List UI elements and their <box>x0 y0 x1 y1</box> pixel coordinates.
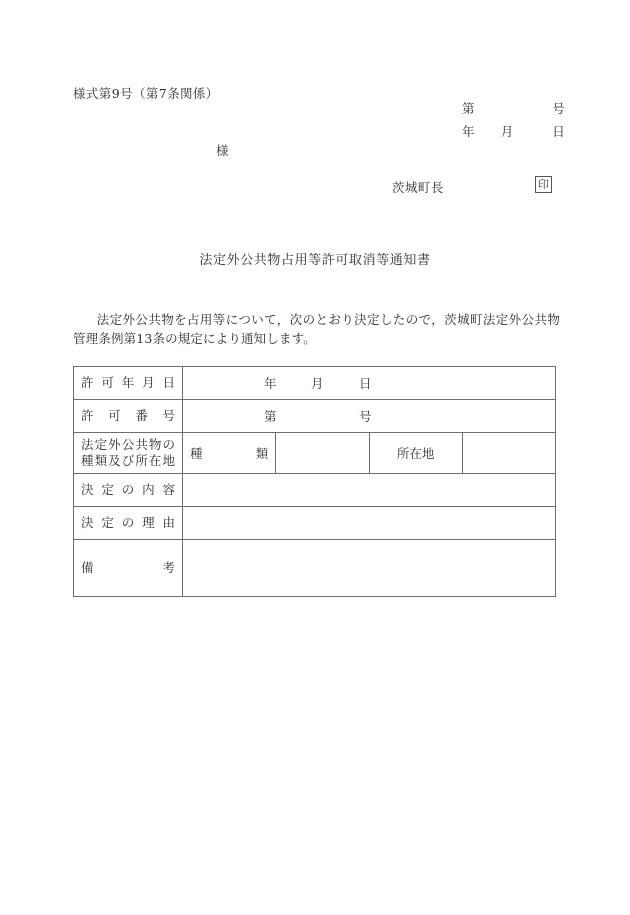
seal-stamp-icon: 印 <box>535 176 552 193</box>
field-decision-content[interactable] <box>183 474 556 507</box>
document-number-line: 第 号 <box>462 101 566 116</box>
month-marker: 月 <box>311 376 324 391</box>
row-value-permit-number[interactable] <box>183 400 556 433</box>
row-value-permit-date[interactable] <box>183 367 556 400</box>
body-paragraph <box>73 310 560 348</box>
issuer-name: 茨城町長 <box>392 180 444 195</box>
table-row <box>74 507 556 540</box>
year-marker: 年 <box>264 376 277 391</box>
document-title: 法定外公共物占用等許可取消等通知書 <box>199 253 431 268</box>
form-number: 様式第9号（第7条関係） <box>73 86 219 101</box>
row-label-property-kind-location: 法定外公共物の 種類及び所在地 <box>74 433 183 474</box>
document-date-line: 年 月 日 <box>462 124 566 139</box>
sub-label-kind: 種 類 <box>183 433 276 474</box>
number-prefix-marker: 第 <box>264 409 277 424</box>
day-marker: 日 <box>359 376 372 391</box>
field-kind-value[interactable] <box>276 433 369 474</box>
field-decision-reason[interactable] <box>183 507 556 540</box>
row-label-permit-date: 許可年月日 <box>74 367 183 400</box>
field-location-value[interactable] <box>462 433 555 474</box>
sub-label-location: 所在地 <box>369 433 462 474</box>
row-label-remarks: 備考 <box>74 540 183 597</box>
addressee-honorific: 様 <box>216 143 229 158</box>
row-label-decision-content: 決定の内容 <box>74 474 183 507</box>
field-remarks[interactable] <box>183 540 556 597</box>
issuer-row <box>392 178 556 198</box>
table-row <box>74 367 556 400</box>
body-paragraph-text: 法定外公共物を占用等について，次のとおり決定したので，茨城町法定外公共物管理条例第13条の規定により通知します。 <box>73 312 560 346</box>
table-row <box>74 540 556 597</box>
notification-details-table <box>73 366 556 597</box>
table-row <box>74 433 556 474</box>
row-label-decision-reason: 決定の理由 <box>74 507 183 540</box>
table-row <box>74 474 556 507</box>
number-suffix-marker: 号 <box>359 409 372 424</box>
row-label-permit-number: 許可番号 <box>74 400 183 433</box>
table-row <box>74 400 556 433</box>
